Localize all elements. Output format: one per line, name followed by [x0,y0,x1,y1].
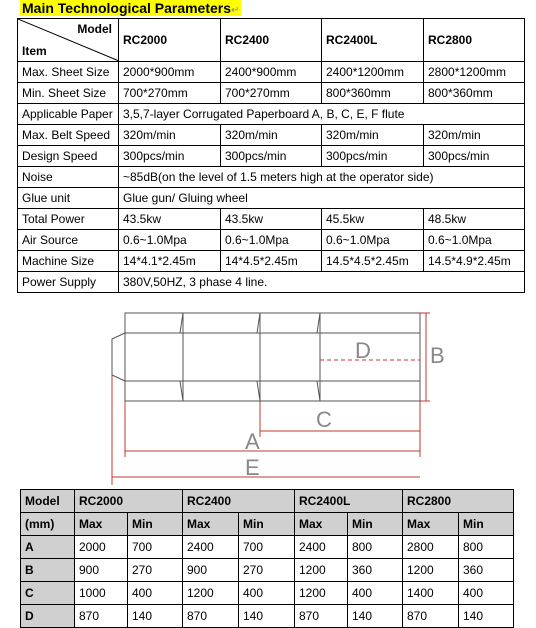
dim-value: 270 [239,559,295,582]
dim-value: 1200 [403,559,459,582]
label-e: E [245,455,260,480]
spec-value: ~85dB(on the level of 1.5 meters high at the operator side) [119,167,525,188]
spec-value: 14*4.1*2.45m [119,251,221,272]
label-d: D [355,338,371,363]
spec-value: 14.5*4.5*2.45m [322,251,424,272]
dim-value: 140 [459,605,514,628]
spec-value: 2400*900mm [221,62,322,83]
dim-value: 900 [183,559,239,582]
header-item-label: Item [22,44,47,58]
page-title: Main Technological Parameters↵ [22,0,240,16]
label-a: A [245,429,260,454]
min-header: Min [459,513,514,536]
model-header: RC2000 [119,19,221,62]
dim-value: 800 [348,536,403,559]
dim-value: 1400 [403,582,459,605]
dim-value: 140 [348,605,403,628]
spec-row-label: Noise [18,167,119,188]
spec-value: 2800*1200mm [424,62,525,83]
spec-row [18,167,525,188]
spec-row-label: Total Power [18,209,119,230]
header-model-label: Model [77,22,112,36]
dim-subheader-row [21,513,514,536]
spec-value: 2400*1200mm [322,62,424,83]
spec-row-label: Air Source [18,230,119,251]
glue-flap [112,333,125,381]
spec-row-label: Max. Belt Speed [18,125,119,146]
dim-row [21,582,514,605]
spec-value: 300pcs/min [119,146,221,167]
spec-value: 14*4.5*2.45m [221,251,322,272]
dim-value: 870 [75,605,128,628]
spec-value: 14.5*4.9*2.45m [424,251,525,272]
max-header: Max [295,513,348,536]
dim-row-label: D [21,605,75,628]
dim-value: 400 [459,582,514,605]
label-b: B [430,343,445,368]
dim-value: 270 [128,559,183,582]
dim-body [21,536,514,628]
spec-row-label: Power Supply [18,272,119,293]
spec-value: 800*360mm [424,83,525,104]
dim-value: 400 [348,582,403,605]
min-header: Min [239,513,295,536]
dim-row-label: B [21,559,75,582]
dim-model-header: RC2800 [403,490,514,513]
spec-row [18,209,525,230]
spec-row [18,83,525,104]
dim-row-label: A [21,536,75,559]
min-header: Min [128,513,183,536]
dim-value: 700 [128,536,183,559]
spec-value: 800*360mm [322,83,424,104]
spec-value: 320m/min [119,125,221,146]
spec-table [17,18,525,293]
spec-row-label: Design Speed [18,146,119,167]
spec-row [18,146,525,167]
spec-value: 48.5kw [424,209,525,230]
dim-value: 870 [295,605,348,628]
spec-value: 300pcs/min [424,146,525,167]
carton-dimension-drawing [100,305,450,485]
dim-value: 900 [75,559,128,582]
dim-value: 1200 [295,582,348,605]
spec-value: 0.6~1.0Mpa [119,230,221,251]
dim-value: 870 [403,605,459,628]
dim-unit-label: (mm) [21,513,75,536]
spec-row [18,272,525,293]
spec-row [18,230,525,251]
dim-value: 1000 [75,582,128,605]
dim-value: 870 [183,605,239,628]
dim-row-label: C [21,582,75,605]
dim-value: 400 [128,582,183,605]
spec-row [18,125,525,146]
spec-value: 380V,50HZ, 3 phase 4 line. [119,272,525,293]
dim-value: 360 [348,559,403,582]
spec-header-row [18,19,525,62]
dim-value: 1200 [183,582,239,605]
dim-value: 2000 [75,536,128,559]
dim-row [21,559,514,582]
spec-value: 0.6~1.0Mpa [221,230,322,251]
spec-row [18,62,525,83]
model-header: RC2400 [221,19,322,62]
model-header: RC2400L [322,19,424,62]
dim-row [21,605,514,628]
dim-value: 2400 [295,536,348,559]
max-header: Max [75,513,128,536]
dim-value: 2400 [183,536,239,559]
dim-value: 400 [239,582,295,605]
spec-corner-cell [18,19,119,62]
dim-model-header: RC2000 [75,490,183,513]
spec-row-label: Applicable Paper [18,104,119,125]
spec-value: 320m/min [221,125,322,146]
spec-row [18,104,525,125]
spec-value: 300pcs/min [221,146,322,167]
dim-model-header: RC2400 [183,490,295,513]
dimension-table [20,489,514,628]
dim-row [21,536,514,559]
dim-value: 700 [239,536,295,559]
spec-row-label: Machine Size [18,251,119,272]
spec-value: 43.5kw [221,209,322,230]
min-header: Min [348,513,403,536]
spec-value: 0.6~1.0Mpa [424,230,525,251]
spec-value: 0.6~1.0Mpa [322,230,424,251]
spec-value: 320m/min [322,125,424,146]
spec-row [18,251,525,272]
spec-value: 300pcs/min [322,146,424,167]
label-c: C [316,407,332,432]
spec-value: 320m/min [424,125,525,146]
spec-row-label: Min. Sheet Size [18,83,119,104]
dim-header-row [21,490,514,513]
dim-value: 140 [128,605,183,628]
spec-value: Glue gun/ Gluing wheel [119,188,525,209]
carton-outline [125,313,420,401]
spec-value: 43.5kw [119,209,221,230]
dim-value: 360 [459,559,514,582]
dim-value: 800 [459,536,514,559]
spec-row-label: Glue unit [18,188,119,209]
max-header: Max [183,513,239,536]
spec-value: 700*270mm [221,83,322,104]
spec-value: 2000*900mm [119,62,221,83]
spec-row-label: Max. Sheet Size [18,62,119,83]
spec-value: 3,5,7-layer Corrugated Paperboard A, B, C, E, F flute [119,104,525,125]
dim-value: 2800 [403,536,459,559]
max-header: Max [403,513,459,536]
dim-model-label: Model [21,490,75,513]
dim-value: 140 [239,605,295,628]
spec-row [18,188,525,209]
spec-value: 45.5kw [322,209,424,230]
model-header: RC2800 [424,19,525,62]
dim-value: 1200 [295,559,348,582]
spec-value: 700*270mm [119,83,221,104]
spec-body [18,62,525,293]
dim-model-header: RC2400L [295,490,403,513]
